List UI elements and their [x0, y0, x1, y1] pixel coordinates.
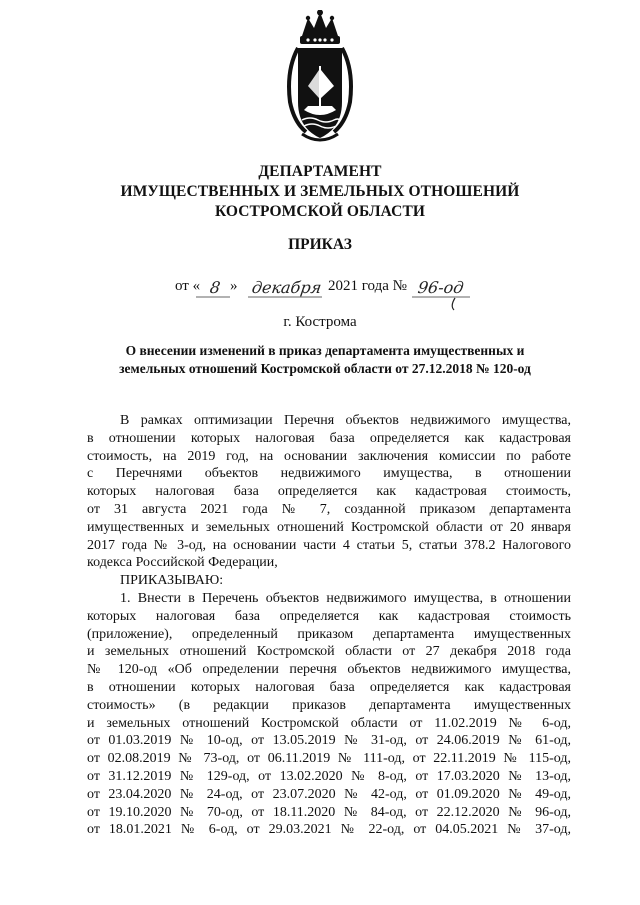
- paragraph-line: стоимость, на 2019 год, на основании заключения комиссии по работе: [87, 448, 571, 464]
- paragraph-line: с Перечнями объектов недвижимого имущества, в отношении: [87, 466, 571, 482]
- paragraph-line: в отношении которых налоговая база определяется как кадастровая: [87, 430, 571, 446]
- order-word: ПРИКАЗЫВАЮ:: [120, 573, 224, 589]
- paragraph-line: и земельных отношений Костромской области от 11.02.2019 № 6-од,: [87, 715, 571, 731]
- paragraph-line: от 02.08.2019 № 73-од, от 06.11.2019 № 111-од, от 22.11.2019 № 115-од,: [87, 751, 571, 767]
- paragraph-line: от 18.01.2021 № 6-од, от 29.03.2021 № 22-од, от 04.05.2021 № 37-од,: [87, 822, 571, 838]
- paragraph-line: № 120-од «Об определении перечня объектов недвижимого имущества,: [87, 662, 571, 678]
- paragraph-line: 1. Внести в Перечень объектов недвижимого имущества, в отношении: [120, 590, 571, 606]
- order-date-line: [0, 272, 640, 312]
- paragraph-line: от 31 августа 2021 года № 7, созданной приказом департамента: [87, 501, 571, 517]
- department-name-line2: ИМУЩЕСТВЕННЫХ И ЗЕМЕЛЬНЫХ ОТНОШЕНИЙ: [120, 183, 520, 200]
- paragraph-line: (приложение), определенный приказом департамента имущественных: [87, 626, 571, 642]
- paragraph-line: 2017 года № 3-од, на основании части 4 статьи 5, статьи 378.2 Налогового: [87, 537, 571, 553]
- department-name-line3: КОСТРОМСКОЙ ОБЛАСТИ: [214, 203, 426, 220]
- paragraph-line: которых налоговая база определяется как кадастровая стоимость,: [87, 484, 571, 500]
- paragraph-line: в отношении которых налоговая база определяется как кадастровая: [87, 679, 571, 695]
- paragraph-line: от 23.04.2020 № 24-од, от 23.07.2020 № 42-од, от 01.09.2020 № 49-од,: [87, 786, 571, 802]
- order-subject-line2: земельных отношений Костромской области от 27.12.2018 № 120-од: [119, 361, 531, 376]
- preamble-paragraph: [87, 412, 571, 839]
- paragraph-line: имущественных и земельных отношений Костромской области от 20 января: [87, 519, 571, 535]
- paragraph-line: от 19.10.2020 № 70-од, от 18.11.2020 № 84-од, от 22.12.2020 № 96-од,: [87, 804, 571, 820]
- year-text: 2021 года №: [328, 278, 407, 294]
- paragraph-line: и земельных отношений Костромской области от 27 декабря 2018 года: [87, 644, 571, 660]
- paragraph-line: стоимость» (в редакции приказов департамента имущественных: [87, 697, 571, 713]
- paragraph-line: от 01.03.2019 № 10-од, от 13.05.2019 № 31-од, от 24.06.2019 № 61-од,: [87, 733, 571, 749]
- paragraph-line: кодекса Российской Федерации,: [87, 555, 278, 571]
- paragraph-line: В рамках оптимизации Перечня объектов недвижимого имущества,: [120, 413, 571, 428]
- kostroma-coat-of-arms-icon: [268, 10, 372, 146]
- handwritten-month: декабря: [250, 278, 323, 297]
- handwritten-order-number: 96-од: [416, 278, 465, 297]
- department-name-line1: ДЕПАРТАМЕНТ: [258, 163, 382, 180]
- city-name: г. Кострома: [283, 314, 357, 330]
- handwriting-underlines: [0, 272, 640, 312]
- paragraph-line: от 31.12.2019 № 129-од, от 13.02.2020 № 8-од, от 17.03.2020 № 13-од,: [87, 768, 571, 784]
- date-quote-close: »: [230, 278, 238, 294]
- date-prefix: от «: [175, 278, 201, 294]
- handwritten-day: 8: [208, 278, 222, 297]
- paragraph-line: которых налоговая база определяется как кадастровая стоимость: [87, 608, 571, 624]
- order-subject-line1: О внесении изменений в приказ департамента имущественных и: [125, 343, 525, 358]
- order-title: ПРИКАЗ: [288, 236, 352, 253]
